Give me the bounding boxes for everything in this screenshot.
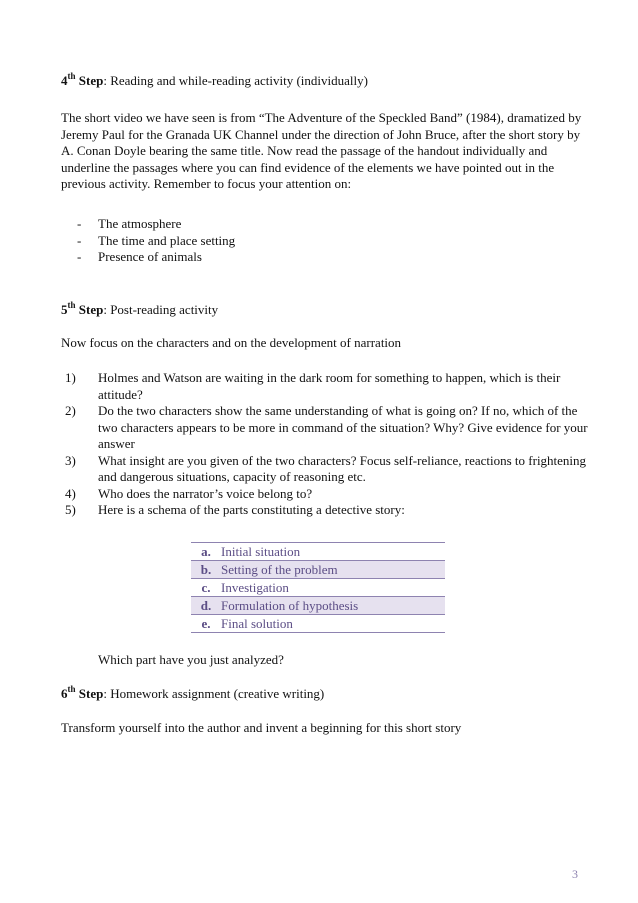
question-text: Do the two characters show the same understanding of what is going on? If no, which of the two characters appears to be more in command of the situation? Why? Give evidence for your answer bbox=[98, 403, 588, 451]
schema-row bbox=[191, 579, 445, 597]
question-item bbox=[61, 453, 591, 486]
step4-body: The short video we have seen is from “The Adventure of the Speckled Band” (1984), dramatized by Jeremy Paul for the Granada UK Channel under the direction of John Bruce, after the short story by A. Conan Doyle bearing the same title. Now read the passage of the handout individually and underline the passages where you can find evidence of the elements we have pointed out in the previous activity. Remember to focus your attention on: bbox=[61, 110, 582, 191]
question-number: 2) bbox=[65, 403, 76, 418]
schema-letter: b. bbox=[200, 562, 212, 577]
step5-intro: Now focus on the characters and on the development of narration bbox=[61, 335, 402, 350]
question-number: 3) bbox=[65, 452, 76, 468]
schema-text: Formulation of hypothesis bbox=[221, 598, 359, 613]
step5-title: : Post-reading activity bbox=[103, 302, 219, 317]
question-text: What insight are you given of the two characters? Focus self-reliance, reactions to frightening and dangerous situations, capacity of reasoning etc. bbox=[98, 452, 587, 484]
step4-sup: th bbox=[67, 70, 76, 81]
schema-row bbox=[191, 597, 445, 615]
detective-story-schema-table bbox=[191, 542, 445, 633]
step5-label: Step bbox=[78, 302, 104, 317]
schema-letter: c. bbox=[201, 580, 211, 595]
step4-focus-list bbox=[61, 216, 591, 266]
schema-letter: d. bbox=[200, 598, 212, 613]
step6-sup: th bbox=[67, 683, 76, 694]
focus-item: - The time and place setting bbox=[61, 233, 591, 250]
question-number: 1) bbox=[65, 370, 76, 385]
schema-letter: a. bbox=[201, 544, 211, 559]
question-text: Holmes and Watson are waiting in the dark room for something to happen, which is their attitude? bbox=[98, 370, 561, 402]
schema-text: Setting of the problem bbox=[221, 562, 338, 577]
schema-row bbox=[191, 615, 445, 633]
schema-text: Investigation bbox=[221, 580, 289, 595]
schema-letter: e. bbox=[201, 616, 211, 631]
question-text: Here is a schema of the parts constituting a detective story: bbox=[98, 502, 405, 517]
step4-label: Step bbox=[78, 73, 104, 88]
step6-heading bbox=[61, 683, 591, 703]
question-number: 5) bbox=[65, 502, 76, 517]
step6-label: Step bbox=[78, 686, 104, 701]
focus-item: - Presence of animals bbox=[61, 249, 591, 266]
schema-text: Final solution bbox=[221, 616, 293, 631]
question-number: 4) bbox=[65, 485, 76, 501]
step4-title: : Reading and while-reading activity (individually) bbox=[103, 73, 368, 88]
question-item bbox=[61, 403, 591, 453]
step6-number: 6 bbox=[61, 686, 68, 701]
step4-heading bbox=[61, 70, 591, 90]
question-text: Who does the narrator’s voice belong to? bbox=[98, 485, 313, 501]
step6-title: : Homework assignment (creative writing) bbox=[103, 686, 325, 701]
schema-row bbox=[191, 543, 445, 561]
schema-row bbox=[191, 561, 445, 579]
page-number: 3 bbox=[572, 867, 578, 881]
step5-followup: Which part have you just analyzed? bbox=[98, 652, 284, 667]
schema-text: Initial situation bbox=[221, 544, 301, 559]
question-item bbox=[61, 502, 591, 519]
step4-number: 4 bbox=[61, 73, 68, 88]
question-item bbox=[61, 486, 591, 503]
question-item bbox=[61, 370, 591, 403]
step5-questions bbox=[61, 370, 591, 519]
step5-sup: th bbox=[67, 299, 76, 310]
step6-body: Transform yourself into the author and invent a beginning for this short story bbox=[61, 720, 462, 735]
step5-heading bbox=[61, 299, 591, 319]
step5-number: 5 bbox=[61, 302, 68, 317]
focus-item: - The atmosphere bbox=[61, 216, 591, 233]
